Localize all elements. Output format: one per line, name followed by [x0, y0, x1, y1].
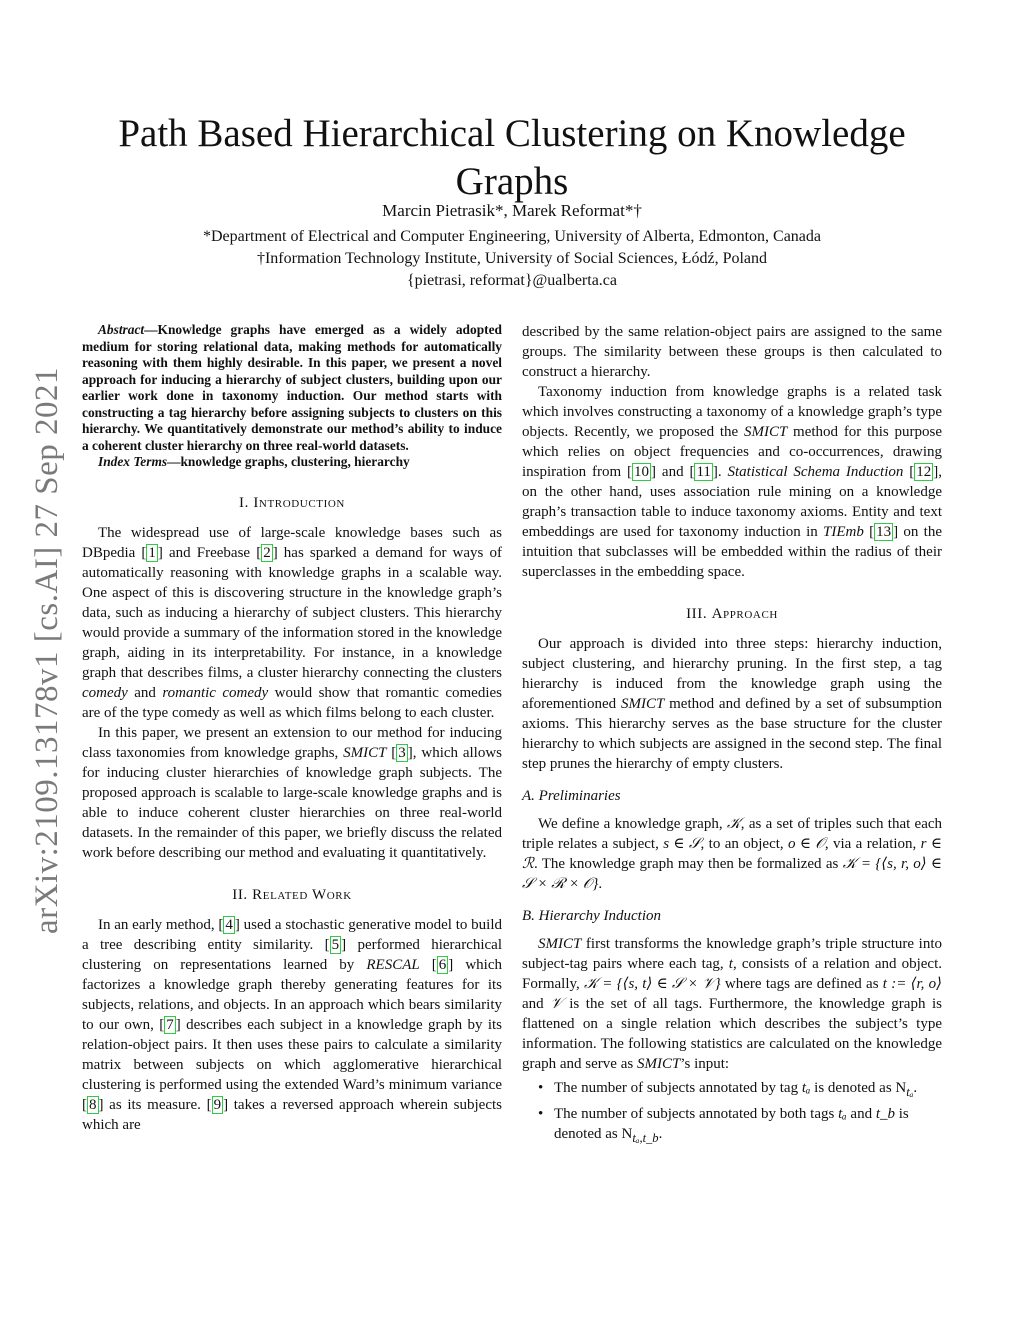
right-column [522, 322, 942, 1150]
citation-link[interactable]: 8 [89, 1096, 97, 1113]
citation-link[interactable]: 1 [148, 544, 156, 561]
abstract [82, 322, 502, 471]
author-email: {pietrasi, reformat}@ualberta.ca [407, 272, 617, 289]
subsection-heading-preliminaries: A. Preliminaries [522, 788, 621, 804]
list-item: • The number of subjects annotated by both tags tₐ and t_b is denoted as $N_{t_a,t\_b}$. [554, 1104, 942, 1148]
citation-link[interactable]: 7 [166, 1016, 174, 1033]
related-paragraph-3: Taxonomy induction from knowledge graphs is a related task which involves constructing a taxonomy of a knowledge graph’s type objects. Recently, we proposed the SMICT method for this purpose which relies on object frequencies and co-occurrences, drawing inspiration from [ 10 ] and [ 11 ]. Statistical Schema Induction [ 12 ], on the other hand, uses association rule mining on a knowledge graph’s transaction table to induce taxonomy axioms. Entity and text embeddings are used for taxonomy induction in TIEmb [ 13 ] on the intuition that subclasses will be embedded within the radius of their superclasses in the embedding space. [522, 384, 943, 580]
left-column [82, 322, 502, 1135]
section-title: Related Work [252, 886, 352, 903]
paper-title: Path Based Hierarchical Clustering on Knowledge Graphs [118, 112, 906, 204]
index-terms-text: —knowledge graphs, clustering, hierarchy [167, 454, 410, 469]
subsection-heading-hierarchy-induction: B. Hierarchy Induction [522, 908, 661, 924]
citation-link[interactable]: 11 [696, 464, 711, 480]
author-names: Marcin Pietrasik*, Marek Reformat*† [382, 201, 642, 220]
citation-link[interactable]: 10 [634, 464, 650, 480]
citation-link[interactable]: 2 [263, 544, 271, 561]
related-paragraph-1: In an early method, [ 4 ] used a stochastic generative model to build a tree describing entity similarity. [ 5 ] performed hierarchical clustering on representations learned by RESCAL [ 6 ] which factorizes a knowledge graph thereby generating features for its subjects, relations, and objects. In an approach which bears similarity to our own, [ 7 ] describes each subject in a knowledge graph by its relation-object pairs. It then uses these pairs to calculate a similarity matrix between subjects on which agglomerative hierarchical clustering is performed using the extended Ward’s minimum variance [ 8 ] as its measure. [ 9 ] takes a reversed approach wherein subjects which are [82, 916, 503, 1133]
abstract-label: Abstract [98, 322, 145, 337]
affiliation-1: *Department of Electrical and Computer Engineering, University of Alberta, Edmonton, Canada [202, 228, 822, 245]
preliminaries-paragraph: We define a knowledge graph, 𝒦, as a set of triples such that each triple relates a subject, s ∈ 𝒮, to an object, o ∈ 𝒪, via a relation, r ∈ ℛ. The knowledge graph may then be formalized as 𝒦 = {⟨s, r, o⟩ ∈ 𝒮 × ℛ × 𝒪}. [522, 816, 943, 892]
section-title: Approach [711, 606, 778, 622]
citation-link[interactable]: 12 [916, 464, 932, 480]
index-terms-label: Index Terms [98, 454, 168, 469]
hierarchy-induction-paragraph: SMICT first transforms the knowledge graph’s triple structure into subject-tag pairs where each tag, t, consists of a relation and object. Formally, 𝒦 = {⟨s, t⟩ ∈ 𝒮 × 𝒱} where tags are defined as t := ⟨r, o⟩ and 𝒱 is the set of all tags. Furthermore, the knowledge graph is flattened on a single relation which describes the subject’s type information. The following statistics are calculated on the knowledge graph and serve as SMICT’s input: [522, 936, 942, 1072]
approach-paragraph-1: Our approach is divided into three steps: hierarchy induction, subject clustering, and hierarchy pruning. In the first step, a tag hierarchy is induced from the knowledge graph using the aforementioned SMICT method and defined by a set of subsumption axioms. This hierarchy serves as the base structure for the cluster hierarchy to which subjects are assigned in the second step. The final step prunes the hierarchy of empty clusters. [522, 636, 943, 772]
section-number: II. [232, 886, 248, 903]
related-paragraph-2: described by the same relation-object pairs are assigned to the same groups. The similarity between these groups is then calculated to construct a hierarchy. [522, 324, 942, 380]
affiliation-2: †Information Technology Institute, University of Social Sciences, Łódź, Poland [256, 250, 768, 267]
intro-paragraph-1: The widespread use of large-scale knowledge bases such as DBpedia [ 1 ] and Freebase [ 2 ] has sparked a demand for ways of automatically reasoning with knowledge graphs in a scalable way. One aspect of this is discovering structure in the knowledge graph’s data, such as inducing a hierarchy of subject clusters. This hierarchy would provide a summary of the information stored in the knowledge graph, aiding in its interpretability. For instance, in a knowledge graph that describes films, a cluster hierarchy connecting the clusters comedy and romantic comedy would show that romantic comedies are of the type comedy as well as which films belong to each cluster. [82, 524, 502, 721]
section-heading-introduction [82, 493, 502, 513]
citation-link[interactable]: 9 [213, 1096, 222, 1113]
intro-paragraph-2: In this paper, we present an extension to our method for inducing class taxonomies from knowledge graphs, SMICT [ 3 ], which allows for inducing cluster hierarchies of knowledge graph subjects. The proposed approach is scalable to large-scale knowledge graphs and is able to induce coherent cluster hierarchies on three real-world datasets. In the remainder of this paper, we briefly discuss the related work before describing our method and evaluating it quantitatively. [82, 724, 503, 861]
section-heading-approach [522, 604, 942, 624]
author-block [82, 200, 942, 292]
citation-link[interactable]: 5 [331, 936, 340, 953]
abstract-text: —Knowledge graphs have emerged as a widely adopted medium for storing relational data, making methods for automatically reasoning with them highly desirable. In this paper, we present a novel approach for inducing a hierarchy of subject clusters, building upon our earlier work done in taxonomy induction. Our method starts with constructing a tag hierarchy before assigning subjects to clusters on this hierarchy. We quantitatively demonstrate our method’s ability to induce a coherent cluster hierarchy on three real-world datasets. [82, 322, 502, 453]
section-title: Introduction [253, 494, 345, 511]
list-item: • The number of subjects annotated by tag tₐ is denoted as $N_{t_a}$. [554, 1078, 942, 1102]
citation-link[interactable]: 4 [225, 916, 233, 933]
section-number: III. [686, 606, 708, 622]
section-number: I. [239, 494, 249, 511]
citation-link[interactable]: 13 [876, 524, 892, 540]
citation-link[interactable]: 6 [438, 956, 447, 973]
statistics-list [522, 1078, 942, 1148]
section-heading-related-work [82, 885, 502, 905]
arxiv-identifier-stamp [18, 300, 78, 1000]
citation-link[interactable]: 3 [398, 744, 406, 761]
arxiv-id: arXiv:2109.13178v1 [cs.AI] 27 Sep 2021 [29, 366, 66, 934]
